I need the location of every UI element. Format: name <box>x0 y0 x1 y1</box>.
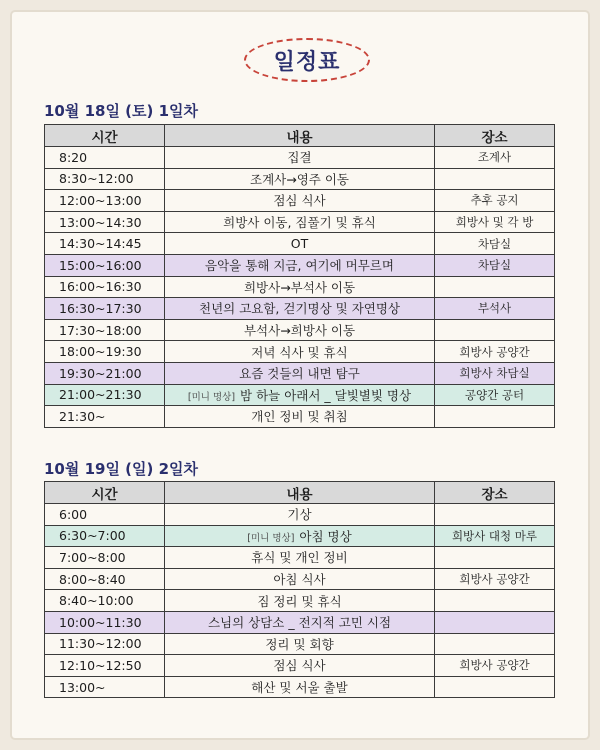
mini-meditation-tag: [미니 명상] <box>187 391 236 403</box>
activity-text: 아침 명상 <box>299 528 352 544</box>
cell-time: 19:30~21:00 <box>45 362 165 384</box>
cell-place <box>435 590 555 612</box>
activity-text: 요즘 것들의 내면 탐구 <box>239 366 360 382</box>
cell-place <box>435 547 555 569</box>
table-row <box>45 547 555 569</box>
cell-time: 8:20 <box>45 147 165 169</box>
cell-time: 21:00~21:30 <box>45 384 165 406</box>
activity-text: 짐 정리 및 휴식 <box>257 593 342 609</box>
cell-content <box>165 254 435 276</box>
cell-time: 16:30~17:30 <box>45 298 165 320</box>
cell-time: 13:00~14:30 <box>45 211 165 233</box>
cell-place: 추후 공지 <box>435 190 555 212</box>
activity-text: 휴식 및 개인 정비 <box>251 550 348 566</box>
cell-place: 조계사 <box>435 147 555 169</box>
cell-content <box>165 568 435 590</box>
header-time: 시간 <box>45 125 165 147</box>
cell-time: 8:30~12:00 <box>45 168 165 190</box>
cell-content <box>165 276 435 298</box>
cell-content <box>165 233 435 255</box>
table-row <box>45 233 555 255</box>
cell-place <box>435 633 555 655</box>
cell-place <box>435 276 555 298</box>
cell-place: 희방사 차담실 <box>435 362 555 384</box>
cell-time: 7:00~8:00 <box>45 547 165 569</box>
table-row <box>45 254 555 276</box>
header-content: 내용 <box>165 482 435 504</box>
table-row <box>45 633 555 655</box>
mini-meditation-tag: [미니 명상] <box>247 532 295 544</box>
cell-time: 11:30~12:00 <box>45 633 165 655</box>
cell-place: 차담실 <box>435 233 555 255</box>
table-row <box>45 568 555 590</box>
activity-text: 점심 식사 <box>273 193 326 209</box>
activity-text: 점심 식사 <box>273 658 326 674</box>
table-row <box>45 504 555 526</box>
cell-content <box>165 211 435 233</box>
table-row <box>45 611 555 633</box>
cell-content <box>165 525 435 547</box>
cell-content <box>165 168 435 190</box>
day2-title: 10월 19일 (일) 2일차 <box>44 460 199 478</box>
cell-time: 21:30~ <box>45 406 165 428</box>
activity-text: OT <box>290 236 309 252</box>
table-row <box>45 590 555 612</box>
table-row <box>45 384 555 406</box>
header-content: 내용 <box>165 125 435 147</box>
cell-content <box>165 611 435 633</box>
table-row <box>45 168 555 190</box>
cell-content <box>165 362 435 384</box>
cell-content <box>165 190 435 212</box>
activity-text: 집결 <box>287 150 312 166</box>
header-place: 장소 <box>435 125 555 147</box>
activity-text: 스님의 상담소 _ 전지적 고민 시점 <box>207 615 392 631</box>
page-title: 일정표 <box>273 49 341 75</box>
cell-time: 12:00~13:00 <box>45 190 165 212</box>
cell-content <box>165 547 435 569</box>
cell-time: 8:00~8:40 <box>45 568 165 590</box>
cell-time: 15:00~16:00 <box>45 254 165 276</box>
table-row <box>45 655 555 677</box>
cell-content <box>165 633 435 655</box>
day1-title: 10월 18일 (토) 1일차 <box>44 102 199 120</box>
cell-time: 10:00~11:30 <box>45 611 165 633</box>
activity-text: 아침 식사 <box>273 572 326 588</box>
activity-text: 희방사→부석사 이동 <box>243 279 356 295</box>
activity-text: 저녁 식사 및 휴식 <box>251 344 348 360</box>
cell-place: 희방사 및 각 방 <box>435 211 555 233</box>
table-row <box>45 211 555 233</box>
activity-text: 밤 하늘 아래서 _ 달빛별빛 명상 <box>240 387 412 403</box>
activity-text: 해산 및 서울 출발 <box>251 680 348 696</box>
cell-place <box>435 504 555 526</box>
cell-place <box>435 319 555 341</box>
title-oval <box>244 38 370 82</box>
day1-schedule-table <box>44 124 555 428</box>
activity-text: 기상 <box>287 507 312 523</box>
cell-place: 부석사 <box>435 298 555 320</box>
table-header-row <box>45 482 555 504</box>
table-row <box>45 406 555 428</box>
table-header-row <box>45 125 555 147</box>
cell-content <box>165 406 435 428</box>
cell-content <box>165 341 435 363</box>
cell-content <box>165 319 435 341</box>
cell-place: 희방사 대청 마루 <box>435 525 555 547</box>
cell-time: 16:00~16:30 <box>45 276 165 298</box>
cell-content <box>165 298 435 320</box>
cell-time: 6:00 <box>45 504 165 526</box>
table-row <box>45 525 555 547</box>
table-row <box>45 362 555 384</box>
activity-text: 조계사→영주 이동 <box>250 171 349 187</box>
cell-place: 희방사 공양간 <box>435 568 555 590</box>
cell-time: 13:00~ <box>45 676 165 698</box>
cell-content <box>165 676 435 698</box>
cell-place <box>435 406 555 428</box>
activity-text: 음악을 통해 지금, 여기에 머무르며 <box>205 258 394 274</box>
cell-time: 14:30~14:45 <box>45 233 165 255</box>
cell-place: 희방사 공양간 <box>435 655 555 677</box>
cell-content <box>165 504 435 526</box>
cell-time: 12:10~12:50 <box>45 655 165 677</box>
activity-text: 개인 정비 및 취침 <box>251 409 348 425</box>
activity-text: 정리 및 회향 <box>265 636 334 652</box>
header-place: 장소 <box>435 482 555 504</box>
cell-time: 18:00~19:30 <box>45 341 165 363</box>
cell-time: 17:30~18:00 <box>45 319 165 341</box>
table-row <box>45 319 555 341</box>
day2-schedule-table <box>44 481 555 698</box>
table-row <box>45 276 555 298</box>
cell-place <box>435 611 555 633</box>
activity-text: 희방사 이동, 짐풀기 및 휴식 <box>223 215 376 231</box>
cell-time: 6:30~7:00 <box>45 525 165 547</box>
table-row <box>45 298 555 320</box>
cell-place: 차담실 <box>435 254 555 276</box>
cell-place <box>435 168 555 190</box>
table-row <box>45 190 555 212</box>
table-row <box>45 147 555 169</box>
cell-place: 공양간 공터 <box>435 384 555 406</box>
cell-time: 8:40~10:00 <box>45 590 165 612</box>
header-time: 시간 <box>45 482 165 504</box>
cell-place <box>435 676 555 698</box>
cell-content <box>165 147 435 169</box>
cell-place: 희방사 공양간 <box>435 341 555 363</box>
cell-content <box>165 590 435 612</box>
activity-text: 천년의 고요함, 걷기명상 및 자연명상 <box>199 301 400 317</box>
activity-text: 부석사→희방사 이동 <box>243 323 356 339</box>
cell-content <box>165 655 435 677</box>
table-row <box>45 676 555 698</box>
table-row <box>45 341 555 363</box>
cell-content <box>165 384 435 406</box>
